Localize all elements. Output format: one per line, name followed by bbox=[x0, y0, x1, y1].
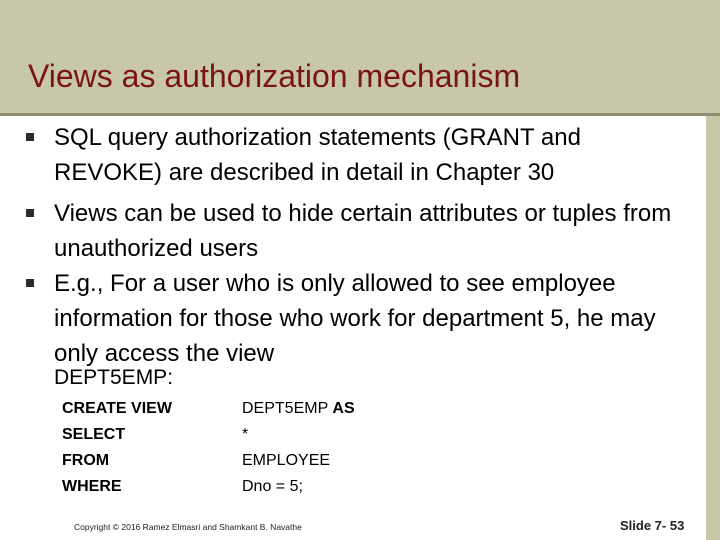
sql-value: EMPLOYEE bbox=[242, 452, 331, 469]
sql-value: DEPT5EMP AS bbox=[242, 400, 355, 417]
sql-value: Dno = 5; bbox=[242, 478, 303, 495]
sql-keyword: FROM bbox=[62, 452, 110, 469]
sql-keyword: SELECT bbox=[62, 426, 126, 443]
sql-keyword-as: AS bbox=[332, 400, 355, 417]
sql-value: * bbox=[242, 426, 249, 443]
bullet-text: SQL query authorization statements (GRANT and REVOKE) are described in detail in Chapter 30 bbox=[54, 124, 581, 186]
sql-keyword: CREATE VIEW bbox=[62, 400, 172, 417]
square-bullet-icon bbox=[26, 133, 34, 141]
slide-number: Slide 7- 53 bbox=[620, 518, 685, 533]
bullet-text: Views can be used to hide certain attributes or tuples from unauthorized users bbox=[54, 200, 672, 262]
view-name-label: DEPT5EMP: bbox=[54, 366, 174, 389]
header-divider bbox=[0, 113, 720, 116]
square-bullet-icon bbox=[26, 279, 34, 287]
square-bullet-icon bbox=[26, 209, 34, 217]
copyright-footer: Copyright © 2016 Ramez Elmasri and Shamkant B. Navathe bbox=[74, 522, 302, 532]
slide-title: Views as authorization mechanism bbox=[28, 58, 521, 94]
right-accent-band bbox=[706, 116, 720, 540]
bullet-text: E.g., For a user who is only allowed to see employee information for those who work for department 5, he may only access the view bbox=[54, 270, 656, 367]
header-band bbox=[0, 0, 720, 113]
sql-keyword: WHERE bbox=[62, 478, 122, 495]
